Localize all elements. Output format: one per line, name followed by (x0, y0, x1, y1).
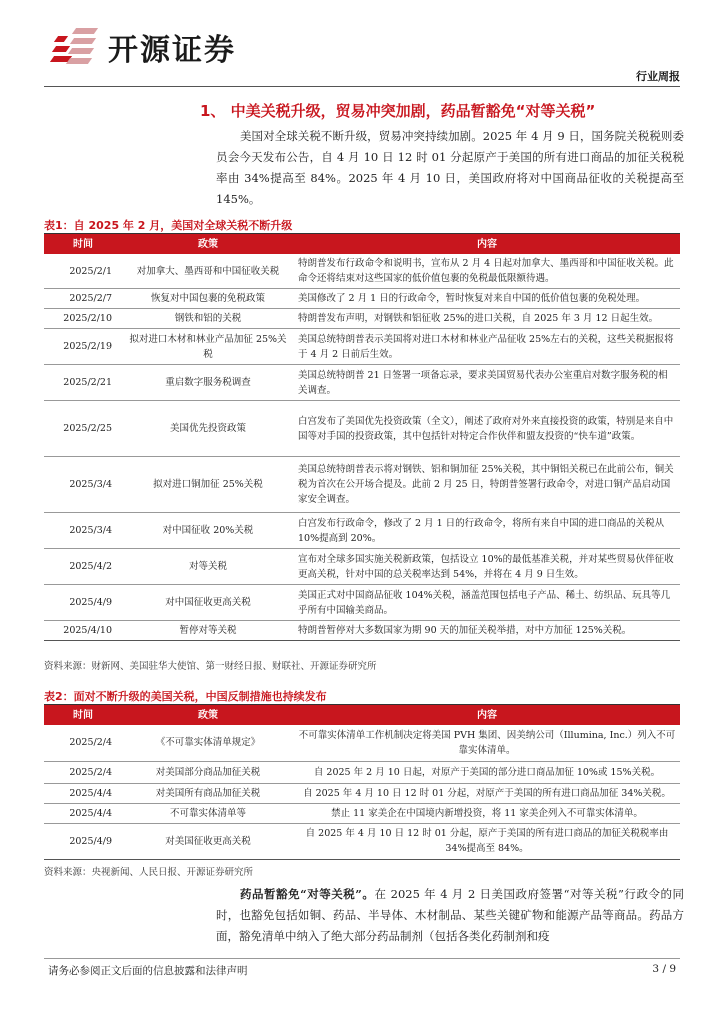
logo-text: 开源证券 (108, 33, 236, 68)
policy-cell: 对美国征收更高关税 (122, 823, 294, 859)
table-row (44, 725, 680, 761)
table-row (44, 513, 680, 549)
table-row (44, 621, 680, 641)
table2-header-cell: 政策 (122, 705, 294, 725)
table-row (44, 254, 680, 289)
table2-header-cell: 内容 (294, 705, 680, 725)
table-row (44, 823, 680, 859)
policy-cell: 不可靠实体清单等 (122, 803, 294, 823)
policy-cell: 恢复对中国包裹的免税政策 (122, 289, 294, 309)
table1-header-row (44, 234, 680, 254)
table-row (44, 761, 680, 783)
body-paragraph (216, 884, 684, 947)
policy-cell: 对等关税 (122, 549, 294, 585)
table2-header-cell: 时间 (44, 705, 122, 725)
company-logo (40, 22, 236, 72)
date-cell: 2025/2/7 (44, 289, 122, 309)
policy-cell: 暂停对等关税 (122, 621, 294, 641)
date-cell: 2025/2/4 (44, 761, 122, 783)
content-cell: 禁止 11 家美企在中国境内新增投资，将 11 家美企列入不可靠实体清单。 (294, 803, 680, 823)
header-divider (44, 86, 680, 87)
content-cell: 白宫发布了美国优先投资政策（全文），阐述了政府对外来直接投资的政策，特别是来自中国等对手国的投资政策，其中包括针对特定合作伙伴和盟友投资的“快车道”政策。 (294, 401, 680, 457)
date-cell: 2025/2/10 (44, 309, 122, 329)
date-cell: 2025/2/1 (44, 254, 122, 289)
report-type-label: 行业周报 (636, 70, 680, 83)
table1-header-cell: 时间 (44, 234, 122, 254)
policy-cell: 重启数字服务税调查 (122, 365, 294, 401)
content-cell: 美国总统特朗普表示将对钢铁、铝和铜加征 25%关税，其中铜铝关税已在此前公布，铜关税为首次在公开场合提及。此前 2 月 25 日，特朗普签署行政命令，对进口铜产品启动国家安全调查。 (294, 457, 680, 513)
content-cell: 美国总统特朗普表示美国将对进口木材和林业产品征收 25%左右的关税，这些关税据报将于 4 月 2 日前后生效。 (294, 329, 680, 365)
content-cell: 美国正式对中国商品征收 104%关税，涵盖范围包括电子产品、稀土、纺织品、玩具等几乎所有中国输美商品。 (294, 585, 680, 621)
date-cell: 2025/2/19 (44, 329, 122, 365)
date-cell: 2025/3/4 (44, 513, 122, 549)
policy-cell: 拟对进口木材和林业产品加征 25%关税 (122, 329, 294, 365)
table-row (44, 457, 680, 513)
table-row (44, 309, 680, 329)
table1-header-cell: 内容 (294, 234, 680, 254)
date-cell: 2025/2/21 (44, 365, 122, 401)
policy-cell: 对加拿大、墨西哥和中国征收关税 (122, 254, 294, 289)
policy-cell: 对美国部分商品加征关税 (122, 761, 294, 783)
date-cell: 2025/4/9 (44, 585, 122, 621)
policy-cell: 拟对进口铜加征 25%关税 (122, 457, 294, 513)
policy-cell: 对中国征收 20%关税 (122, 513, 294, 549)
table-row (44, 803, 680, 823)
table-row (44, 549, 680, 585)
content-cell: 特朗普发布行政命令和说明书，宣布从 2 月 4 日起对加拿大、墨西哥和中国征收关税。此命令还将结束对这些国家的低价值包裹的免税最低限额待遇。 (294, 254, 680, 289)
table2-title: 表2：面对不断升级的美国关税，中国反制措施也持续发布 (44, 690, 327, 703)
content-cell: 不可靠实体清单工作机制决定将美国 PVH 集团、因美纳公司（Illumina, Inc.）列入不可靠实体清单。 (294, 725, 680, 761)
content-cell: 特朗普发布声明，对钢铁和铝征收 25%的进口关税，自 2025 年 3 月 12 日起生效。 (294, 309, 680, 329)
date-cell: 2025/2/25 (44, 401, 122, 457)
logo-mark-icon (40, 22, 104, 72)
date-cell: 2025/4/9 (44, 823, 122, 859)
intro-paragraph: 美国对全球关税不断升级，贸易冲突持续加剧。2025 年 4 月 9 日，国务院关税税则委员会今天发布公告，自 4 月 10 日 12 时 01 分起原产于美国的所有进口商品的加征关税税率由 34%提高至 84%。2025 年 4 月 10 日，美国政府将对中国商品征收的关税提高至 145%。 (216, 129, 684, 206)
section-title: 1、 中美关税升级，贸易冲突加剧，药品暂豁免“对等关税” (200, 102, 596, 120)
footer-disclaimer: 请务必参阅正文后面的信息披露和法律声明 (48, 965, 248, 977)
content-cell: 宣布对全球多国实施关税新政策，包括设立 10%的最低基准关税，并对某些贸易伙伴征收更高关税，针对中国的总关税率达到 54%，并将在 4 月 9 日生效。 (294, 549, 680, 585)
table-row (44, 365, 680, 401)
table1-title: 表1：自 2025 年 2 月，美国对全球关税不断升级 (44, 219, 293, 232)
body-text: 在 2025 年 4 月 2 日美国政府签署“对等关税”行政令的同时，也豁免包括如铜、药品、半导体、木材制品、某些关键矿物和能源产品等商品。药品方面，豁免清单中纳入了绝大部分药品制剂（包括各类化药制剂和疫 (216, 887, 685, 943)
body-bold-lead: 药品暂豁免“对等关税”。 (240, 887, 375, 901)
date-cell: 2025/3/4 (44, 457, 122, 513)
table-row (44, 401, 680, 457)
policy-cell: 对美国所有商品加征关税 (122, 783, 294, 803)
content-cell: 美国总统特朗普 21 日签署一项备忘录，要求美国贸易代表办公室重启对数字服务税的相关调查。 (294, 365, 680, 401)
table-row (44, 585, 680, 621)
date-cell: 2025/2/4 (44, 725, 122, 761)
policy-cell: 对中国征收更高关税 (122, 585, 294, 621)
table-row (44, 783, 680, 803)
content-cell: 自 2025 年 4 月 10 日 12 时 01 分起，对原产于美国的所有进口商品加征 34%关税。 (294, 783, 680, 803)
table-row (44, 329, 680, 365)
content-cell: 特朗普暂停对大多数国家为期 90 天的加征关税举措，对中方加征 125%关税。 (294, 621, 680, 641)
footer-divider (44, 958, 680, 959)
date-cell: 2025/4/10 (44, 621, 122, 641)
page-number: 3 / 9 (652, 963, 676, 975)
content-cell: 自 2025 年 4 月 10 日 12 时 01 分起，原产于美国的所有进口商品的加征关税税率由 34%提高至 84%。 (294, 823, 680, 859)
content-cell: 美国修改了 2 月 1 日的行政命令，暂时恢复对来自中国的低价值包裹的免税处理。 (294, 289, 680, 309)
table1-header-cell: 政策 (122, 234, 294, 254)
table2-header-row (44, 705, 680, 725)
policy-cell: 美国优先投资政策 (122, 401, 294, 457)
date-cell: 2025/4/4 (44, 783, 122, 803)
date-cell: 2025/4/4 (44, 803, 122, 823)
date-cell: 2025/4/2 (44, 549, 122, 585)
policy-cell: 《不可靠实体清单规定》 (122, 725, 294, 761)
table1 (44, 234, 680, 641)
policy-cell: 钢铁和铝的关税 (122, 309, 294, 329)
content-cell: 白宫发布行政命令，修改了 2 月 1 日的行政命令，将所有来自中国的进口商品的关税从 10%提高到 20%。 (294, 513, 680, 549)
table2 (44, 705, 680, 860)
content-cell: 自 2025 年 2 月 10 日起，对原产于美国的部分进口商品加征 10%或 15%关税。 (294, 761, 680, 783)
table1-source: 资料来源：财新网、美国驻华大使馆、第一财经日报、财联社、开源证券研究所 (44, 661, 377, 672)
table2-source: 资料来源：央视新闻、人民日报、开源证券研究所 (44, 867, 254, 878)
table-row (44, 289, 680, 309)
